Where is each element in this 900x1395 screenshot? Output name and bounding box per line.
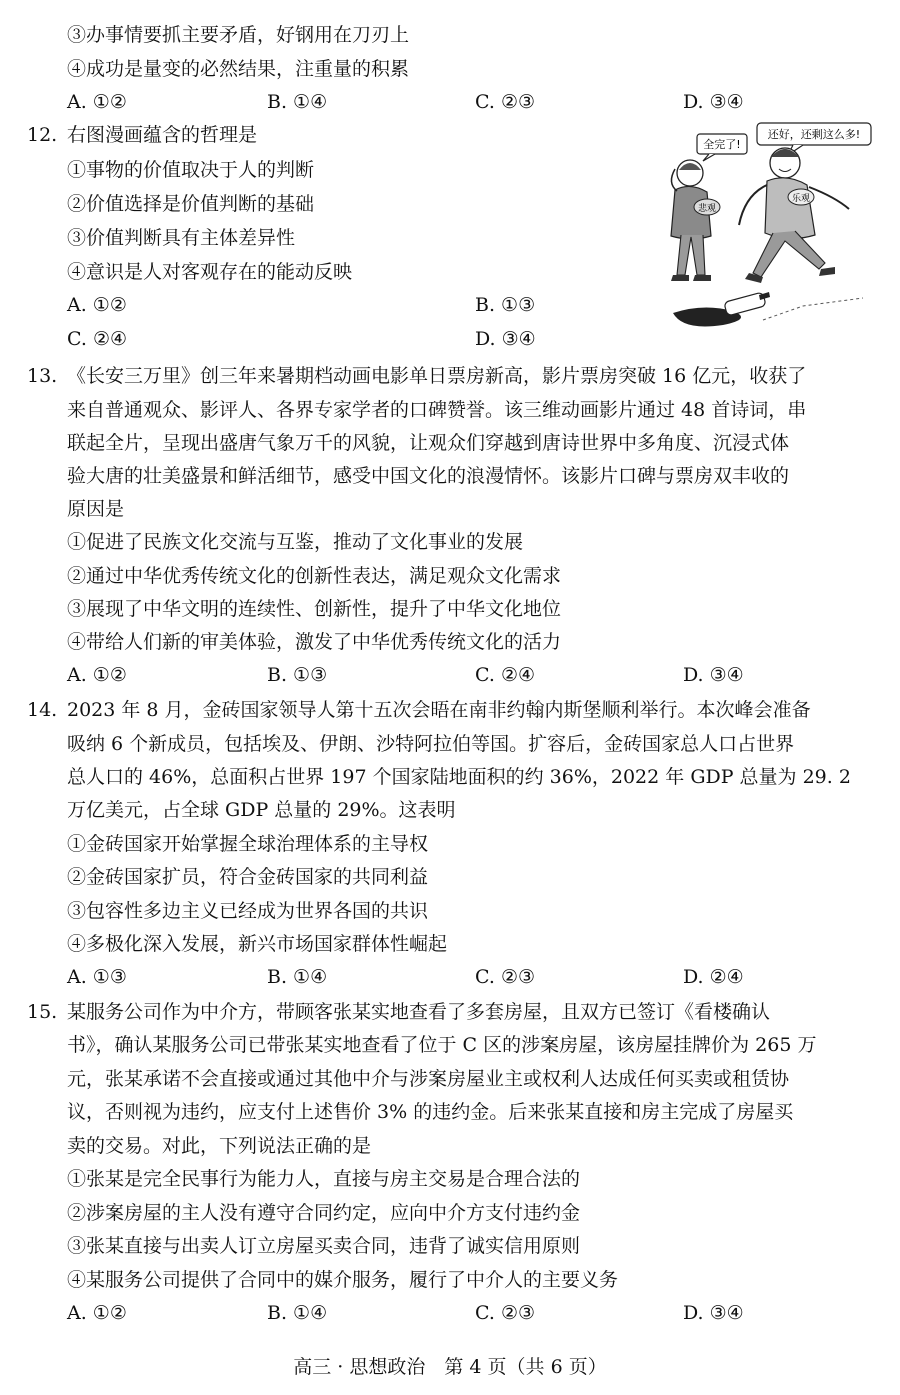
q15-item-3: ③张某直接与出卖人订立房屋买卖合同，违背了诚实信用原则 [67, 1235, 581, 1257]
optimist-body [765, 178, 815, 239]
q12-number: 12. [27, 124, 58, 146]
q15-stem-line-1: 某服务公司作为中介方，带顾客张某实地查看了多套房屋，且双方已签订《看楼确认 [67, 1001, 771, 1023]
q12-item-3: ③价值判断具有主体差异性 [67, 227, 296, 249]
q13-stem-line-3: 联起全片，呈现出盛唐气象万千的风貌，让观众们穿越到唐诗世界中多角度、沉浸式体 [67, 432, 790, 454]
q11-item-4: ④成功是量变的必然结果，注重量的积累 [67, 58, 410, 80]
q14-stem-line-1: 2023 年 8 月，金砖国家领导人第十五次会晤在南非约翰内斯堡顺利举行。本次峰会准备 [67, 699, 811, 721]
q13-option-b[interactable]: B. ①③ [267, 664, 328, 686]
q11-item-3: ③办事情要抓主要矛盾，好钢用在刀刃上 [67, 24, 410, 46]
q13-number: 13. [27, 365, 58, 387]
q13-item-2: ②通过中华优秀传统文化的创新性表达，满足观众文化需求 [67, 565, 562, 587]
q15-number: 15. [27, 1001, 58, 1023]
q15-item-4: ④某服务公司提供了合同中的媒介服务，履行了中介人的主要义务 [67, 1269, 619, 1291]
q13-stem-line-5: 原因是 [67, 498, 125, 520]
cartoon-shirt-right: 乐观 [791, 194, 811, 204]
q14-option-d[interactable]: D. ②④ [683, 966, 744, 988]
q12-option-c[interactable]: C. ②④ [67, 328, 128, 350]
q14-option-c[interactable]: C. ②③ [475, 966, 536, 988]
q13-option-c[interactable]: C. ②④ [475, 664, 536, 686]
q14-stem-line-4: 万亿美元，占全球 GDP 总量的 29%。这表明 [67, 799, 456, 821]
q11-option-a[interactable]: A. ①② [67, 91, 127, 113]
q14-item-1: ①金砖国家开始掌握全球治理体系的主导权 [67, 833, 429, 855]
q13-stem-line-2: 来自普通观众、影评人、各界专家学者的口碑赞誉。该三维动画影片通过 48 首诗词，串 [67, 399, 807, 421]
q12-item-4: ④意识是人对客观存在的能动反映 [67, 261, 353, 283]
page-footer: 高三 · 思想政治 第 4 页（共 6 页） [293, 1356, 607, 1378]
q14-number: 14. [27, 699, 58, 721]
q13-stem-line-1: 《长安三万里》创三年来暑期档动画电影单日票房新高，影片票房突破 16 亿元，收获了 [67, 365, 807, 387]
q13-item-4: ④带给人们新的审美体验，激发了中华优秀传统文化的活力 [67, 631, 562, 653]
q11-option-c[interactable]: C. ②③ [475, 91, 536, 113]
cartoon-shirt-left: 悲观 [697, 204, 717, 214]
q11-option-d[interactable]: D. ③④ [683, 91, 744, 113]
q12-option-b[interactable]: B. ①③ [475, 294, 536, 316]
q15-stem-line-4: 议，否则视为违约，应支付上述售价 3% 的违约金。后来张某直接和房主完成了房屋买 [67, 1101, 794, 1123]
q12-option-d[interactable]: D. ③④ [475, 328, 536, 350]
q15-item-1: ①张某是完全民事行为能力人，直接与房主交易是合理合法的 [67, 1168, 581, 1190]
q15-option-b[interactable]: B. ①④ [267, 1302, 328, 1324]
q12-stem: 右图漫画蕴含的哲理是 [67, 124, 258, 146]
q14-stem-line-3: 总人口的 46%，总面积占世界 197 个国家陆地面积的约 36%，2022 年 GDP 总量为 29. 2 [67, 766, 851, 788]
q12-cartoon [663, 115, 878, 350]
q14-stem-line-2: 吸纳 6 个新成员，包括埃及、伊朗、沙特阿拉伯等国。扩容后，金砖国家总人口占世界 [67, 733, 795, 755]
q14-item-3: ③包容性多边主义已经成为世界各国的共识 [67, 900, 429, 922]
q15-stem-line-2: 书》，确认某服务公司已带张某实地查看了位于 C 区的涉案房屋，该房屋挂牌价为 265 万 [67, 1034, 817, 1056]
q15-stem-line-3: 元，张某承诺不会直接或通过其他中介与涉案房屋业主或权利人达成任何买卖或租赁协 [67, 1068, 790, 1090]
cartoon-bubble-right: 还好，还剩这么多! [767, 128, 861, 141]
q15-stem-line-5: 卖的交易。对此，下列说法正确的是 [67, 1135, 372, 1157]
q14-option-a[interactable]: A. ①③ [67, 966, 127, 988]
q14-option-b[interactable]: B. ①④ [267, 966, 328, 988]
q13-item-3: ③展现了中华文明的连续性、创新性，提升了中华文化地位 [67, 598, 562, 620]
q12-option-a[interactable]: A. ①② [67, 294, 127, 316]
q11-option-b[interactable]: B. ①④ [267, 91, 328, 113]
q15-item-2: ②涉案房屋的主人没有遵守合同约定，应向中介方支付违约金 [67, 1202, 581, 1224]
q13-item-1: ①促进了民族文化交流与互鉴，推动了文化事业的发展 [67, 531, 524, 553]
q13-option-a[interactable]: A. ①② [67, 664, 127, 686]
q14-item-2: ②金砖国家扩员，符合金砖国家的共同利益 [67, 866, 429, 888]
q14-item-4: ④多极化深入发展，新兴市场国家群体性崛起 [67, 933, 448, 955]
q13-option-d[interactable]: D. ③④ [683, 664, 744, 686]
cartoon-bubble-left: 全完了! [703, 138, 741, 151]
q15-option-a[interactable]: A. ①② [67, 1302, 127, 1324]
q15-option-d[interactable]: D. ③④ [683, 1302, 744, 1324]
q15-option-c[interactable]: C. ②③ [475, 1302, 536, 1324]
q12-item-1: ①事物的价值取决于人的判断 [67, 159, 315, 181]
q13-stem-line-4: 验大唐的壮美盛景和鲜活细节，感受中国文化的浪漫情怀。该影片口碑与票房双丰收的 [67, 465, 790, 487]
q12-item-2: ②价值选择是价值判断的基础 [67, 193, 315, 215]
